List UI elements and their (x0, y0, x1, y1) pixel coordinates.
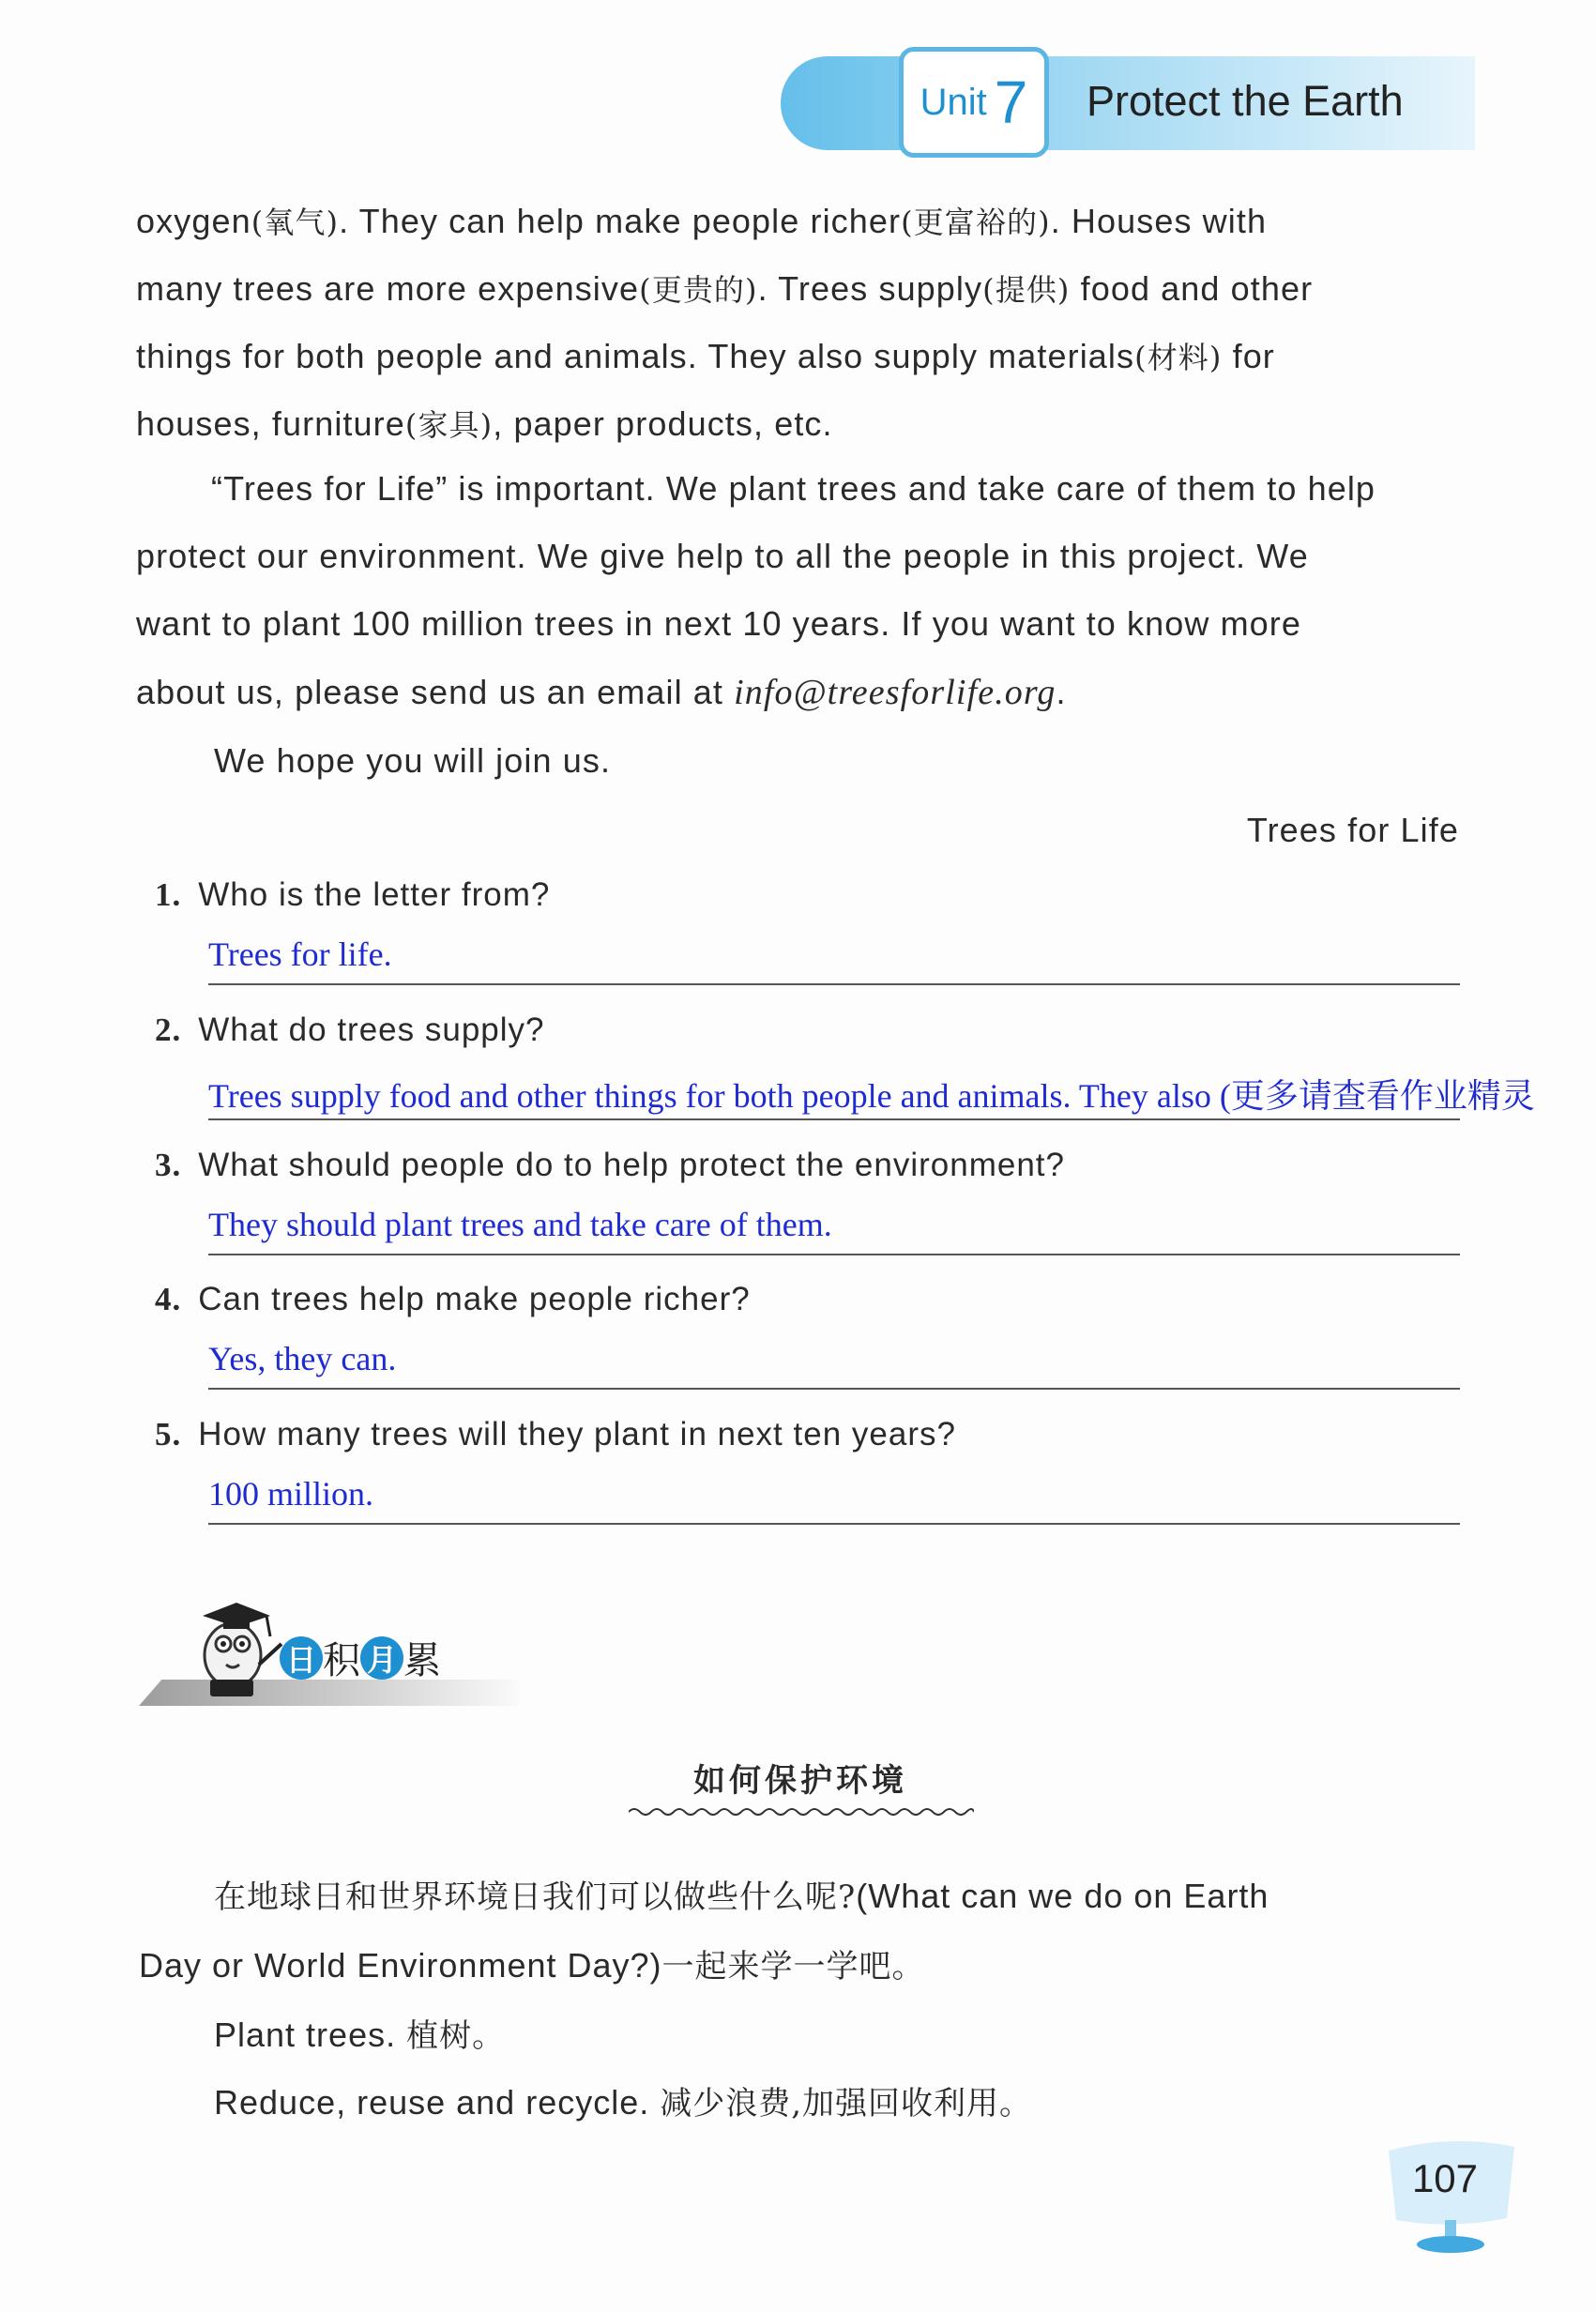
tip-text: Reduce, reuse and recycle. (214, 2083, 661, 2122)
passage-para2-line-4 (136, 672, 1459, 713)
question-text: Who is the letter from? (198, 876, 551, 913)
tip-text: 植树。 (406, 2017, 506, 2055)
section-label-char: 日 (280, 1636, 323, 1680)
question-number: 3. (155, 1147, 182, 1183)
passage-para2-line-1: “Trees for Life” is important. We plant trees and take care of them to help (211, 469, 1376, 508)
answer-5[interactable]: 100 million. (208, 1475, 374, 1513)
intro-text: Day or World Environment Day?) (139, 1946, 662, 1985)
passage-text: food and other (1070, 269, 1314, 308)
passage-line-2 (136, 266, 1459, 310)
intro-text: (What can we do on Earth (856, 1877, 1269, 1915)
passage-line-4 (136, 402, 1459, 445)
tip-text: 减少浪费,加强回收利用。 (660, 2085, 1033, 2122)
graduate-mascot-icon (184, 1590, 287, 1702)
question-4 (155, 1281, 751, 1318)
passage-text: houses, furniture (136, 404, 405, 443)
passage-gloss: (氧气) (251, 205, 340, 240)
section-label-char: 积 (323, 1639, 360, 1682)
passage-text: . Houses with (1050, 202, 1268, 240)
unit-number: 7 (994, 68, 1028, 136)
question-text: How many trees will they plant in next ten years? (198, 1416, 956, 1453)
question-number: 1. (155, 876, 182, 913)
intro-text: 一起来学一学吧。 (661, 1948, 925, 1985)
passage-text: , paper products, etc. (493, 404, 833, 443)
question-2 (155, 1012, 545, 1049)
passage-text: . They can help make people richer (339, 202, 902, 240)
tip-text: Plant trees. (214, 2015, 407, 2054)
passage-gloss: (家具) (404, 407, 494, 443)
answer-line (208, 1118, 1460, 1120)
intro-line-2 (139, 1940, 925, 1986)
passage-gloss: (更富裕的) (901, 205, 1051, 240)
question-number: 2. (155, 1012, 182, 1048)
passage-line-1 (136, 199, 1459, 242)
passage-text: things for both people and animals. They also supply materials (136, 337, 1135, 375)
intro-text: 在地球日和世界环境日我们可以做些什么呢? (214, 1878, 857, 1916)
tip-item-2 (214, 2077, 1032, 2123)
question-3 (155, 1147, 1065, 1184)
answer-3[interactable]: They should plant trees and take care of them. (208, 1206, 832, 1243)
section-label-char: 累 (403, 1639, 441, 1682)
passage-gloss: (提供) (982, 272, 1071, 308)
question-text: Can trees help make people richer? (198, 1281, 751, 1317)
letter-signature: Trees for Life (1246, 811, 1459, 849)
answer-1[interactable]: Trees for life. (208, 935, 392, 973)
passage-text: many trees are more expensive (136, 269, 640, 308)
answer-4[interactable]: Yes, they can. (208, 1340, 397, 1377)
passage-closing: We hope you will join us. (214, 741, 612, 780)
section-label (280, 1631, 441, 1684)
question-5 (155, 1416, 956, 1453)
question-text: What do trees supply? (198, 1012, 545, 1048)
passage-para2-line-2: protect our environment. We give help to all the people in this project. We (136, 537, 1309, 575)
passage-text: . Trees supply (757, 269, 983, 308)
email-address: info@treesforlife.org (734, 673, 1056, 712)
answer-line (208, 1523, 1460, 1525)
passage-gloss: (材料) (1134, 340, 1223, 375)
passage-text: oxygen (136, 202, 251, 240)
question-number: 5. (155, 1416, 182, 1453)
passage-line-3 (136, 334, 1459, 377)
unit-badge (899, 47, 1049, 158)
passage-text: for (1222, 337, 1275, 375)
passage-gloss: (更贵的) (639, 272, 758, 308)
question-1 (155, 876, 550, 914)
section-subtitle: 如何保护环境 (693, 1762, 907, 1800)
unit-word: Unit (920, 81, 987, 123)
answer-2[interactable]: Trees supply food and other things for both people and animals. They also (更多请查看作业精灵 (208, 1077, 1535, 1115)
question-text: What should people do to help protect the environment? (198, 1147, 1065, 1183)
question-number: 4. (155, 1281, 182, 1317)
answer-line (208, 983, 1460, 985)
page-number: 107 (1411, 2156, 1479, 2200)
answer-line (208, 1388, 1460, 1390)
passage-text: . (1056, 673, 1067, 711)
intro-line-1 (214, 1871, 1269, 1917)
passage-text: about us, please send us an email at (136, 673, 735, 711)
unit-title: Protect the Earth (1087, 77, 1404, 125)
wavy-underline (629, 1805, 974, 1818)
section-label-char: 月 (360, 1636, 403, 1680)
passage-para2-line-3: want to plant 100 million trees in next 10 years. If you want to know more (136, 604, 1301, 643)
tip-item-1 (214, 2010, 505, 2056)
answer-line (208, 1254, 1460, 1255)
